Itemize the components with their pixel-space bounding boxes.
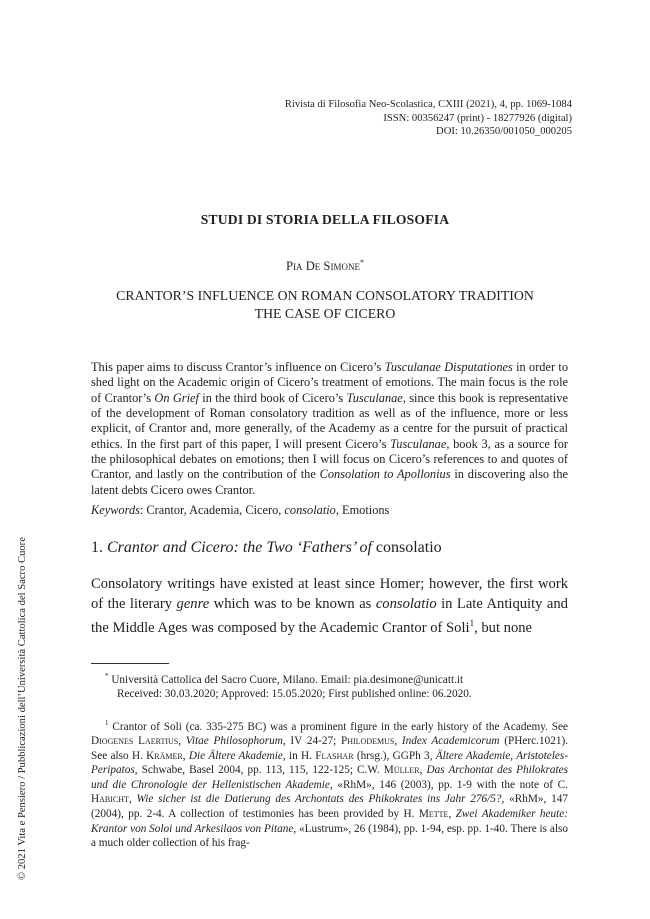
fn-title: Ältere Akademie, Aristoteles-Peripatos — [91, 749, 569, 777]
body-run: Consolatory writings have existed at least since Homer; however, the first work of the literary — [91, 576, 568, 612]
fn-run: (PHerc.1021). See also H. — [91, 735, 569, 762]
abstract — [91, 360, 568, 498]
abstract-italic: Tusculanae — [390, 436, 447, 451]
abstract-text: in order to shed light on the Academic origin of Cicero’s treatment of emotions. The main focus is the role of Crantor’s — [91, 360, 568, 405]
heading-number: 1. — [91, 539, 107, 556]
section-title: STUDI DI STORIA DELLA FILOSOFIA — [200, 212, 450, 227]
fn-run: , «RhM», 147 (2004), pp. 2-4. A collection of testimonies has been provided by H. — [91, 793, 568, 821]
author-line — [0, 258, 650, 274]
article-title — [0, 287, 650, 323]
fn-run: (hrsg.), GGPh 3, — [353, 749, 436, 762]
footnote-author-line-1 — [91, 669, 568, 687]
keywords-text: , Emotions — [335, 503, 390, 517]
fn-run: , — [178, 735, 186, 748]
fn-run: , «RhM», 146 (2003), pp. 1-9 with the note of C. — [329, 778, 568, 791]
keywords-text: : Crantor, Academia, Cicero, — [139, 503, 285, 517]
journal-citation: Rivista di Filosofia Neo-Scolastica, CXIII (2021), 4, pp. 1069-1084 — [284, 99, 572, 110]
keywords-label: Keywords — [91, 503, 140, 517]
abstract-paragraph — [91, 360, 568, 498]
abstract-text: , since this book is representative of the development of Roman consolatory tradition as well as of the influence, more or less explicit, of Crantor and, more generally, of the Academy as a centre for the pursuit of practical ethics. In the first part of this paper, I will present Cicero’s — [91, 390, 569, 451]
article-title-line-2: THE CASE OF CICERO — [254, 306, 396, 321]
abstract-italic: Consolation to Apollonius — [319, 467, 451, 482]
fn-title: Das Archontat des Philokrates und die Chronologie der Hellenistischen Akademie — [91, 764, 569, 791]
abstract-italic: Tusculanae — [346, 390, 403, 405]
body-text — [91, 575, 568, 639]
fn-author: Krämer — [146, 749, 183, 762]
fn-author: Diogenes Laertius — [91, 735, 179, 748]
abstract-italic: Tusculanae Disputationes — [384, 360, 513, 374]
fn-run: , — [448, 808, 456, 821]
footnote-affiliation: Università Cattolica del Sacro Cuore, Milano. Email: pia.desimone@unicatt.it — [108, 673, 464, 686]
footnote-1 — [91, 716, 568, 851]
fn-author: Habicht — [91, 793, 129, 806]
fn-run: , — [182, 749, 189, 762]
fn-title: Vitae Philosophorum — [185, 735, 283, 748]
footnote-author — [91, 669, 568, 701]
copyright-side-note: © 2021 Vita e Pensiero / Pubblicazioni dell’Università Cattolica del Sacro Cuore — [17, 537, 28, 880]
footnote-mark: * — [105, 672, 109, 680]
doi-line: DOI: 10.26350/001050_000205 — [436, 126, 572, 138]
journal-header — [285, 98, 572, 139]
fn-run: Crantor of Soli (ca. 335-275 BC) was a prominent figure in the early history of the Academy. See — [108, 720, 568, 733]
abstract-text: This paper aims to discuss Crantor’s influence on Cicero’s — [91, 360, 385, 374]
body-run: in Late Antiquity and the Middle Ages was composed by the Academic Crantor of Soli — [91, 595, 568, 637]
fn-run: , «Lustrum», 26 (1984), pp. 1-94, esp. pp. 1-40. There is also a much older collection of his frag- — [91, 822, 568, 850]
article-title-line-1: CRANTOR’S INFLUENCE ON ROMAN CONSOLATORY TRADITION — [116, 288, 534, 303]
fn-run: , — [419, 764, 427, 777]
fn-title: Zwei Akademiker heute: Krantor von Soloi und Arkesilaos von Pitane — [91, 808, 569, 835]
fn-run: , IV 24-27; — [282, 735, 341, 748]
fn-title: Die Ältere Akademie — [188, 749, 283, 762]
footnote-1-text — [91, 716, 568, 851]
fn-author: Flashar — [315, 749, 354, 762]
keywords-italic: consolatio — [284, 503, 336, 517]
body-italic: consolatio — [375, 595, 437, 612]
footnote-mark: 1 — [105, 719, 109, 727]
section-heading — [91, 539, 442, 557]
fn-run: , — [128, 793, 137, 806]
abstract-text: in the third book of Cicero’s — [198, 390, 347, 405]
body-italic: genre — [176, 595, 210, 612]
footnote-separator — [91, 663, 169, 664]
fn-author: Mette — [418, 808, 449, 821]
abstract-text: , book 3, as a source for the philosophical debates on emotions; then I will focus on Cicero’s references to and quotes of Crantor, and lastly on the contribution of the — [91, 436, 569, 482]
author-footnote-mark: * — [359, 258, 364, 267]
fn-title: Wie sicher ist die Datierung des Archontats des Phikokrates ins Jahr 276/5? — [136, 793, 502, 806]
abstract-italic: On Grief — [154, 390, 199, 405]
author-name: Pia De Simone — [286, 259, 360, 274]
issn-line: ISSN: 00356247 (print) - 18277926 (digital) — [383, 112, 572, 124]
keywords — [91, 503, 568, 518]
footnote-ref[interactable]: 1 — [469, 618, 475, 629]
fn-author: Philodemus — [340, 735, 395, 748]
heading-italic: Crantor and Cicero: the Two ‘Fathers’ of — [107, 539, 372, 556]
abstract-text: in discovering also the latent debts Cicero owes Crantor. — [91, 467, 568, 497]
body-paragraph — [91, 575, 568, 639]
fn-author: Müller — [383, 764, 420, 777]
fn-run: , — [394, 735, 402, 748]
fn-run: , in H. — [282, 749, 316, 762]
body-run: which was to be known as — [209, 595, 376, 612]
fn-title: Index Academicorum — [401, 735, 500, 748]
footnote-author-line-2: Received: 30.03.2020; Approved: 15.05.2020; First published online: 06.2020. — [117, 688, 472, 701]
fn-run: , Schwabe, Basel 2004, pp. 113, 115, 122-125; C.W. — [134, 764, 384, 777]
heading-roman: consolatio — [371, 539, 442, 556]
body-run: , but none — [474, 620, 533, 637]
